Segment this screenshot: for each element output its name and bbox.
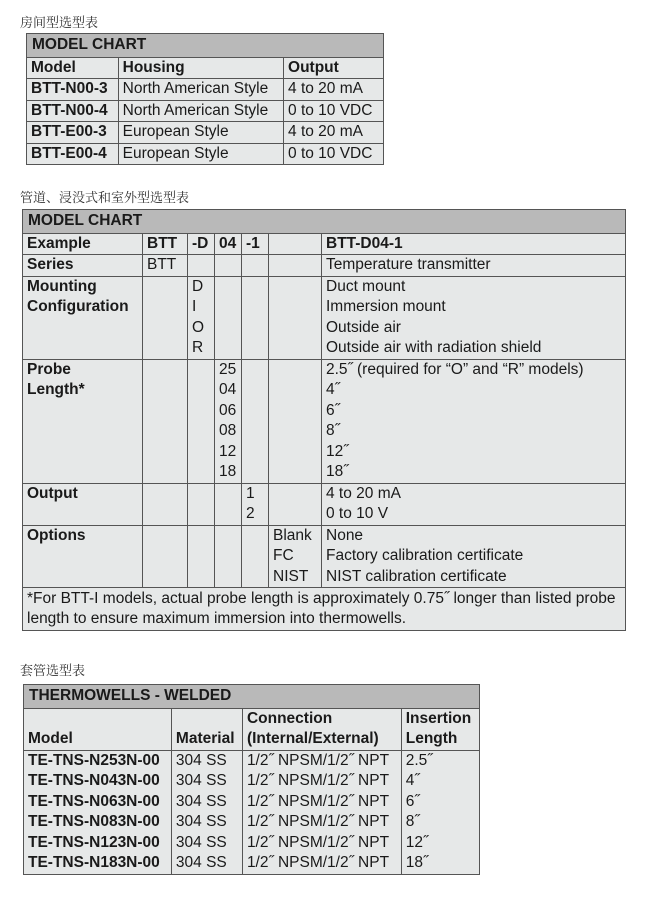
col-header-insertion: Insertion Length (401, 708, 479, 750)
col-header-housing: Housing (118, 57, 283, 79)
probe-footnote: *For BTT-I models, actual probe length is approximately 0.75˝ longer than listed probe length to ensure maximum immersion into thermowells. (23, 588, 626, 631)
options-label: Options (23, 525, 143, 588)
insertion-cell: 8˝ (401, 812, 479, 833)
output-label: Output (23, 483, 143, 525)
material-cell: 304 SS (171, 833, 242, 854)
model-cell: BTT-N00-4 (27, 100, 119, 122)
table-row (27, 122, 384, 144)
example-btt: BTT (143, 233, 188, 255)
material-cell: 304 SS (171, 812, 242, 833)
output-codes: 1 2 (242, 483, 269, 525)
output-cell: 4 to 20 mA (284, 79, 384, 101)
duct-model-chart (22, 209, 626, 631)
model-cell: TE-TNS-N123N-00 (24, 833, 172, 854)
output-cell: 0 to 10 VDC (284, 100, 384, 122)
output-descs: 4 to 20 mA 0 to 10 V (322, 483, 626, 525)
example-mount: -D (188, 233, 215, 255)
mounting-descs: Duct mount Immersion mount Outside air Outside air with radiation shield (322, 276, 626, 359)
col-header-material: Material (171, 708, 242, 750)
table-row (27, 79, 384, 101)
connection-cell: 1/2˝ NPSM/1/2˝ NPT (242, 833, 401, 854)
room-model-chart (26, 33, 384, 165)
example-label: Example (23, 233, 143, 255)
material-cell: 304 SS (171, 792, 242, 813)
col-header-model: Model (24, 708, 172, 750)
room-model-caption: 房间型选型表 (20, 16, 99, 31)
col-header-output: Output (284, 57, 384, 79)
insertion-cell: 12˝ (401, 833, 479, 854)
output-row (23, 483, 626, 525)
series-desc: Temperature transmitter (322, 255, 626, 277)
example-output: -1 (242, 233, 269, 255)
example-result: BTT-D04-1 (322, 233, 626, 255)
output-cell: 4 to 20 mA (284, 122, 384, 144)
model-cell: TE-TNS-N063N-00 (24, 792, 172, 813)
model-cell: TE-TNS-N083N-00 (24, 812, 172, 833)
mounting-row (23, 276, 626, 359)
material-cell: 304 SS (171, 750, 242, 771)
table-row (27, 100, 384, 122)
example-option (269, 233, 322, 255)
housing-cell: European Style (118, 143, 283, 165)
insertion-cell: 2.5˝ (401, 750, 479, 771)
series-label: Series (23, 255, 143, 277)
insertion-cell: 6˝ (401, 792, 479, 813)
probe-label: Probe Length* (23, 359, 143, 483)
options-row (23, 525, 626, 588)
table-row (24, 792, 480, 813)
connection-cell: 1/2˝ NPSM/1/2˝ NPT (242, 792, 401, 813)
example-row (23, 233, 626, 255)
mounting-label: Mounting Configuration (23, 276, 143, 359)
housing-cell: North American Style (118, 100, 283, 122)
duct-model-caption: 管道、浸没式和室外型选型表 (20, 191, 190, 206)
model-cell: TE-TNS-N253N-00 (24, 750, 172, 771)
example-length: 04 (215, 233, 242, 255)
insertion-cell: 4˝ (401, 771, 479, 792)
table-row (24, 750, 480, 771)
probe-codes: 25 04 06 08 12 18 (215, 359, 242, 483)
insertion-cell: 18˝ (401, 853, 479, 874)
chart-title: MODEL CHART (27, 34, 384, 58)
table-row (24, 833, 480, 854)
housing-cell: European Style (118, 122, 283, 144)
mounting-codes: D I O R (188, 276, 215, 359)
table-row (24, 853, 480, 874)
model-cell: BTT-E00-4 (27, 143, 119, 165)
material-cell: 304 SS (171, 853, 242, 874)
connection-cell: 1/2˝ NPSM/1/2˝ NPT (242, 771, 401, 792)
col-header-connection: Connection (Internal/External) (242, 708, 401, 750)
probe-descs: 2.5˝ (required for “O” and “R” models) 4˝ 6˝ 8˝ 12˝ 18˝ (322, 359, 626, 483)
connection-cell: 1/2˝ NPSM/1/2˝ NPT (242, 812, 401, 833)
model-cell: TE-TNS-N183N-00 (24, 853, 172, 874)
connection-cell: 1/2˝ NPSM/1/2˝ NPT (242, 750, 401, 771)
model-cell: BTT-N00-3 (27, 79, 119, 101)
table-row (24, 771, 480, 792)
model-cell: TE-TNS-N043N-00 (24, 771, 172, 792)
thermowell-caption: 套管选型表 (20, 664, 86, 679)
connection-cell: 1/2˝ NPSM/1/2˝ NPT (242, 853, 401, 874)
series-row (23, 255, 626, 277)
housing-cell: North American Style (118, 79, 283, 101)
chart-title: MODEL CHART (23, 210, 626, 234)
thermowell-chart (23, 684, 480, 875)
probe-row (23, 359, 626, 483)
col-header-model: Model (27, 57, 119, 79)
output-cell: 0 to 10 VDC (284, 143, 384, 165)
table-row (27, 143, 384, 165)
chart-title: THERMOWELLS - WELDED (24, 685, 480, 709)
options-descs: None Factory calibration certificate NIST calibration certificate (322, 525, 626, 588)
series-code: BTT (143, 255, 188, 277)
model-cell: BTT-E00-3 (27, 122, 119, 144)
material-cell: 304 SS (171, 771, 242, 792)
table-row (24, 812, 480, 833)
options-codes: Blank FC NIST (269, 525, 322, 588)
